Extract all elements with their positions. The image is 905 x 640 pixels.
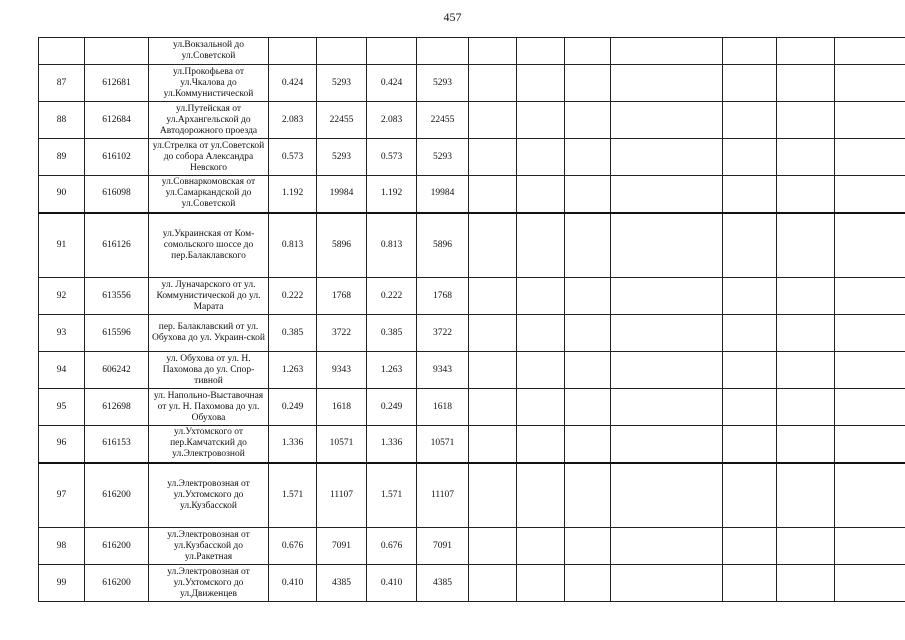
empty-cell — [469, 565, 517, 602]
empty-cell — [611, 389, 723, 426]
empty-cell — [777, 463, 835, 528]
empty-cell — [777, 139, 835, 176]
cell-len1: 2.083 — [269, 102, 317, 139]
empty-cell — [611, 38, 723, 65]
cell-area1 — [317, 38, 367, 65]
cell-no: 96 — [39, 426, 85, 463]
empty-cell — [777, 315, 835, 352]
cell-no: 87 — [39, 65, 85, 102]
empty-cell — [611, 315, 723, 352]
cell-area1: 19984 — [317, 176, 367, 213]
cell-len1: 1.336 — [269, 426, 317, 463]
empty-cell — [835, 102, 905, 139]
cell-len2: 0.410 — [367, 565, 417, 602]
cell-len1: 0.249 — [269, 389, 317, 426]
cell-len2: 0.222 — [367, 278, 417, 315]
cell-len2: 2.083 — [367, 102, 417, 139]
cell-area2: 5293 — [417, 139, 469, 176]
empty-cell — [835, 565, 905, 602]
empty-cell — [469, 213, 517, 278]
empty-cell — [723, 565, 777, 602]
cell-len2: 0.676 — [367, 528, 417, 565]
cell-area2: 19984 — [417, 176, 469, 213]
cell-code: 616102 — [85, 139, 149, 176]
cell-area1: 11107 — [317, 463, 367, 528]
empty-cell — [565, 352, 611, 389]
table-row — [39, 102, 905, 139]
empty-cell — [835, 463, 905, 528]
table-row — [39, 352, 905, 389]
empty-cell — [723, 102, 777, 139]
empty-cell — [565, 528, 611, 565]
cell-code: 606242 — [85, 352, 149, 389]
empty-cell — [611, 565, 723, 602]
cell-area2: 10571 — [417, 426, 469, 463]
empty-cell — [517, 65, 565, 102]
empty-cell — [517, 315, 565, 352]
empty-cell — [835, 315, 905, 352]
cell-len2: 1.571 — [367, 463, 417, 528]
empty-cell — [723, 213, 777, 278]
table-row — [39, 139, 905, 176]
cell-code: 616200 — [85, 565, 149, 602]
cell-no: 89 — [39, 139, 85, 176]
table-row — [39, 176, 905, 213]
table-row — [39, 65, 905, 102]
empty-cell — [777, 352, 835, 389]
empty-cell — [611, 139, 723, 176]
cell-code: 616098 — [85, 176, 149, 213]
cell-street: ул.Электровозная от ул.Ухтомского до ул.Кузбасской — [149, 463, 269, 528]
cell-area2: 7091 — [417, 528, 469, 565]
empty-cell — [469, 352, 517, 389]
cell-area2: 1768 — [417, 278, 469, 315]
cell-street: ул.Стрелка от ул.Советской до собора Александра Невского — [149, 139, 269, 176]
cell-len2: 0.573 — [367, 139, 417, 176]
empty-cell — [517, 463, 565, 528]
empty-cell — [517, 213, 565, 278]
cell-code: 612681 — [85, 65, 149, 102]
cell-area2: 9343 — [417, 352, 469, 389]
cell-street: ул.Электровозная от ул.Кузбасской до ул.Ракетная — [149, 528, 269, 565]
page-number: 457 — [443, 10, 462, 24]
empty-cell — [835, 389, 905, 426]
empty-cell — [469, 528, 517, 565]
cell-len1: 0.676 — [269, 528, 317, 565]
cell-street: ул.Путейская от ул.Архангельской до Автодорожного проезда — [149, 102, 269, 139]
empty-cell — [565, 315, 611, 352]
empty-cell — [777, 38, 835, 65]
empty-cell — [565, 565, 611, 602]
empty-cell — [835, 38, 905, 65]
cell-area2: 4385 — [417, 565, 469, 602]
empty-cell — [469, 38, 517, 65]
cell-len2: 1.263 — [367, 352, 417, 389]
cell-no — [39, 38, 85, 65]
cell-street: ул. Напольно-Выставочная от ул. Н. Пахомова до ул. Обухова — [149, 389, 269, 426]
cell-area2: 5896 — [417, 213, 469, 278]
empty-cell — [517, 102, 565, 139]
roads-table — [38, 37, 905, 602]
cell-area2: 11107 — [417, 463, 469, 528]
empty-cell — [777, 102, 835, 139]
table-row — [39, 38, 905, 65]
table-body — [39, 38, 905, 602]
table-row — [39, 389, 905, 426]
empty-cell — [723, 38, 777, 65]
empty-cell — [611, 528, 723, 565]
empty-cell — [517, 352, 565, 389]
cell-area1: 5896 — [317, 213, 367, 278]
empty-cell — [565, 139, 611, 176]
empty-cell — [723, 426, 777, 463]
cell-street: пер. Балаклавский от ул. Обухова до ул. Украин-ской — [149, 315, 269, 352]
cell-street: ул.Прокофьева от ул.Чкалова до ул.Коммунистической — [149, 65, 269, 102]
empty-cell — [723, 139, 777, 176]
cell-code: 616200 — [85, 463, 149, 528]
empty-cell — [723, 315, 777, 352]
cell-code: 612684 — [85, 102, 149, 139]
table-row — [39, 213, 905, 278]
empty-cell — [469, 176, 517, 213]
empty-cell — [835, 176, 905, 213]
cell-no: 98 — [39, 528, 85, 565]
cell-area1: 5293 — [317, 65, 367, 102]
cell-no: 99 — [39, 565, 85, 602]
cell-street: ул.Совнаркомовская от ул.Самаркандской до ул.Советской — [149, 176, 269, 213]
cell-no: 97 — [39, 463, 85, 528]
cell-area1: 7091 — [317, 528, 367, 565]
empty-cell — [777, 278, 835, 315]
cell-area1: 3722 — [317, 315, 367, 352]
cell-area2: 3722 — [417, 315, 469, 352]
empty-cell — [469, 315, 517, 352]
empty-cell — [517, 278, 565, 315]
cell-len2 — [367, 38, 417, 65]
empty-cell — [777, 213, 835, 278]
cell-code: 613556 — [85, 278, 149, 315]
table-row — [39, 315, 905, 352]
empty-cell — [611, 213, 723, 278]
cell-no: 90 — [39, 176, 85, 213]
table-row — [39, 565, 905, 602]
cell-len1: 0.410 — [269, 565, 317, 602]
empty-cell — [835, 213, 905, 278]
empty-cell — [611, 463, 723, 528]
empty-cell — [565, 389, 611, 426]
empty-cell — [835, 65, 905, 102]
empty-cell — [777, 176, 835, 213]
empty-cell — [565, 278, 611, 315]
cell-area1: 1768 — [317, 278, 367, 315]
cell-area2: 22455 — [417, 102, 469, 139]
table-row — [39, 463, 905, 528]
empty-cell — [611, 176, 723, 213]
cell-code: 616126 — [85, 213, 149, 278]
empty-cell — [565, 102, 611, 139]
empty-cell — [517, 528, 565, 565]
cell-len1: 0.222 — [269, 278, 317, 315]
empty-cell — [565, 463, 611, 528]
cell-area1: 10571 — [317, 426, 367, 463]
cell-len1: 1.192 — [269, 176, 317, 213]
cell-len1: 0.573 — [269, 139, 317, 176]
empty-cell — [517, 565, 565, 602]
cell-area2 — [417, 38, 469, 65]
cell-len1 — [269, 38, 317, 65]
cell-no: 92 — [39, 278, 85, 315]
empty-cell — [565, 65, 611, 102]
empty-cell — [565, 176, 611, 213]
cell-area2: 1618 — [417, 389, 469, 426]
table-row — [39, 426, 905, 463]
cell-len1: 1.571 — [269, 463, 317, 528]
cell-no: 93 — [39, 315, 85, 352]
empty-cell — [835, 352, 905, 389]
empty-cell — [835, 139, 905, 176]
empty-cell — [723, 65, 777, 102]
empty-cell — [611, 65, 723, 102]
cell-len2: 1.336 — [367, 426, 417, 463]
cell-no: 94 — [39, 352, 85, 389]
cell-len1: 1.263 — [269, 352, 317, 389]
empty-cell — [723, 463, 777, 528]
cell-street: ул. Обухова от ул. Н. Пахомова до ул. Спор-тивной — [149, 352, 269, 389]
cell-no: 91 — [39, 213, 85, 278]
cell-area2: 5293 — [417, 65, 469, 102]
cell-code: 616200 — [85, 528, 149, 565]
empty-cell — [611, 102, 723, 139]
empty-cell — [723, 389, 777, 426]
cell-street: ул.Ухтомского от пер.Камчатский до ул.Электровозной — [149, 426, 269, 463]
cell-code: 615596 — [85, 315, 149, 352]
cell-street: ул.Вокзальной до ул.Советской — [149, 38, 269, 65]
empty-cell — [777, 65, 835, 102]
empty-cell — [517, 389, 565, 426]
empty-cell — [723, 278, 777, 315]
cell-len2: 0.813 — [367, 213, 417, 278]
cell-street: ул. Луначарского от ул. Коммунистической до ул. Марата — [149, 278, 269, 315]
empty-cell — [777, 426, 835, 463]
empty-cell — [517, 139, 565, 176]
empty-cell — [835, 528, 905, 565]
cell-no: 95 — [39, 389, 85, 426]
empty-cell — [469, 463, 517, 528]
cell-len2: 0.385 — [367, 315, 417, 352]
cell-street: ул.Украинская от Ком-сомольского шоссе до пер.Балаклавского — [149, 213, 269, 278]
cell-area1: 4385 — [317, 565, 367, 602]
empty-cell — [611, 426, 723, 463]
cell-len2: 1.192 — [367, 176, 417, 213]
empty-cell — [777, 389, 835, 426]
empty-cell — [469, 426, 517, 463]
empty-cell — [565, 38, 611, 65]
cell-len2: 0.424 — [367, 65, 417, 102]
empty-cell — [835, 278, 905, 315]
cell-len1: 0.813 — [269, 213, 317, 278]
empty-cell — [611, 352, 723, 389]
empty-cell — [469, 102, 517, 139]
empty-cell — [469, 139, 517, 176]
empty-cell — [469, 389, 517, 426]
empty-cell — [835, 426, 905, 463]
empty-cell — [469, 278, 517, 315]
cell-code: 612698 — [85, 389, 149, 426]
cell-area1: 5293 — [317, 139, 367, 176]
empty-cell — [723, 528, 777, 565]
empty-cell — [723, 352, 777, 389]
cell-code: 616153 — [85, 426, 149, 463]
cell-area1: 9343 — [317, 352, 367, 389]
empty-cell — [517, 426, 565, 463]
cell-area1: 22455 — [317, 102, 367, 139]
empty-cell — [517, 38, 565, 65]
empty-cell — [777, 565, 835, 602]
table-row — [39, 278, 905, 315]
empty-cell — [723, 176, 777, 213]
cell-no: 88 — [39, 102, 85, 139]
cell-len1: 0.424 — [269, 65, 317, 102]
empty-cell — [469, 65, 517, 102]
empty-cell — [777, 528, 835, 565]
empty-cell — [611, 278, 723, 315]
cell-len2: 0.249 — [367, 389, 417, 426]
cell-street: ул.Электровозная от ул.Ухтомского до ул.Движенцев — [149, 565, 269, 602]
cell-area1: 1618 — [317, 389, 367, 426]
table-row — [39, 528, 905, 565]
empty-cell — [565, 426, 611, 463]
cell-len1: 0.385 — [269, 315, 317, 352]
empty-cell — [565, 213, 611, 278]
empty-cell — [517, 176, 565, 213]
cell-code — [85, 38, 149, 65]
